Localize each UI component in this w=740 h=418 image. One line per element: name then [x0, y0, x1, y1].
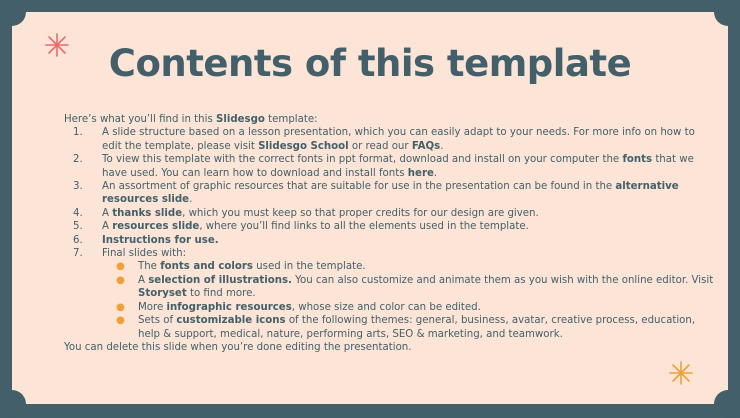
corner-notch [0, 390, 26, 418]
list-item: 7. Final slides with: ● The fonts and colors used in the template. ● A selection of illustrations. You can also customize and animate them as you wish with the online editor. Visit Storyset to find more. ● More infographic resources, whose size and color can be edited. ● Sets of customizable icons of the following themes: general, business, avatar, creative process, education, help & support, medical, nature, performing arts, SEO & marketing, and teamwork. [73, 248, 714, 340]
list-item: 5. A resources slide, where you’ll find links to all the elements used in the template. [73, 221, 529, 233]
list-item: ● The fonts and colors used in the template. [116, 261, 366, 273]
slide [12, 12, 728, 404]
contents-text [64, 113, 714, 354]
list-item: 4. A thanks slide, which you must keep so that proper credits for our design are given. [73, 207, 539, 219]
final-slides-list [102, 260, 714, 340]
contents-list [64, 126, 714, 341]
outro-paragraph: You can delete this slide when you’re done editing the presentation. [64, 341, 412, 353]
list-item: ● Sets of customizable icons of the following themes: general, business, avatar, creative process, education, help & support, medical, nature, performing arts, SEO & marketing, and teamwork. [116, 315, 696, 340]
storyset-link[interactable]: Storyset [138, 288, 187, 300]
list-item: 3. An assortment of graphic resources that are suitable for use in the presentation can be found in the alternative resources slide. [73, 181, 679, 206]
sparkle-icon [668, 360, 694, 386]
faqs-link[interactable]: FAQs [411, 140, 441, 152]
corner-notch [714, 390, 740, 418]
corner-notch [714, 0, 740, 26]
intro-paragraph: Here’s what you’ll find in this Slidesgo template: [64, 114, 318, 125]
list-item: ● A selection of illustrations. You can also customize and animate them as you wish with the online editor. Visit Storyset to find more. [116, 274, 714, 300]
list-item: 1. A slide structure based on a lesson presentation, which you can easily adapt to your needs. For more info on how to edit the template, please visit Slidesgo School or read our FAQs. [73, 127, 695, 152]
list-item: ● More infographic resources, whose size and color can be edited. [116, 301, 481, 313]
corner-notch [0, 0, 26, 26]
fonts-link[interactable]: fonts [622, 154, 653, 166]
list-item: 6. Instructions for use. [73, 234, 219, 246]
slidesgo-school-link[interactable]: Slidesgo School [258, 140, 349, 152]
list-item: 2. To view this template with the correct fonts in ppt format, download and install on your computer the fonts that we have used. You can learn how to download and install fonts here. [73, 154, 694, 179]
page-title: Contents of this template [108, 42, 632, 85]
here-link[interactable]: here [407, 167, 434, 179]
